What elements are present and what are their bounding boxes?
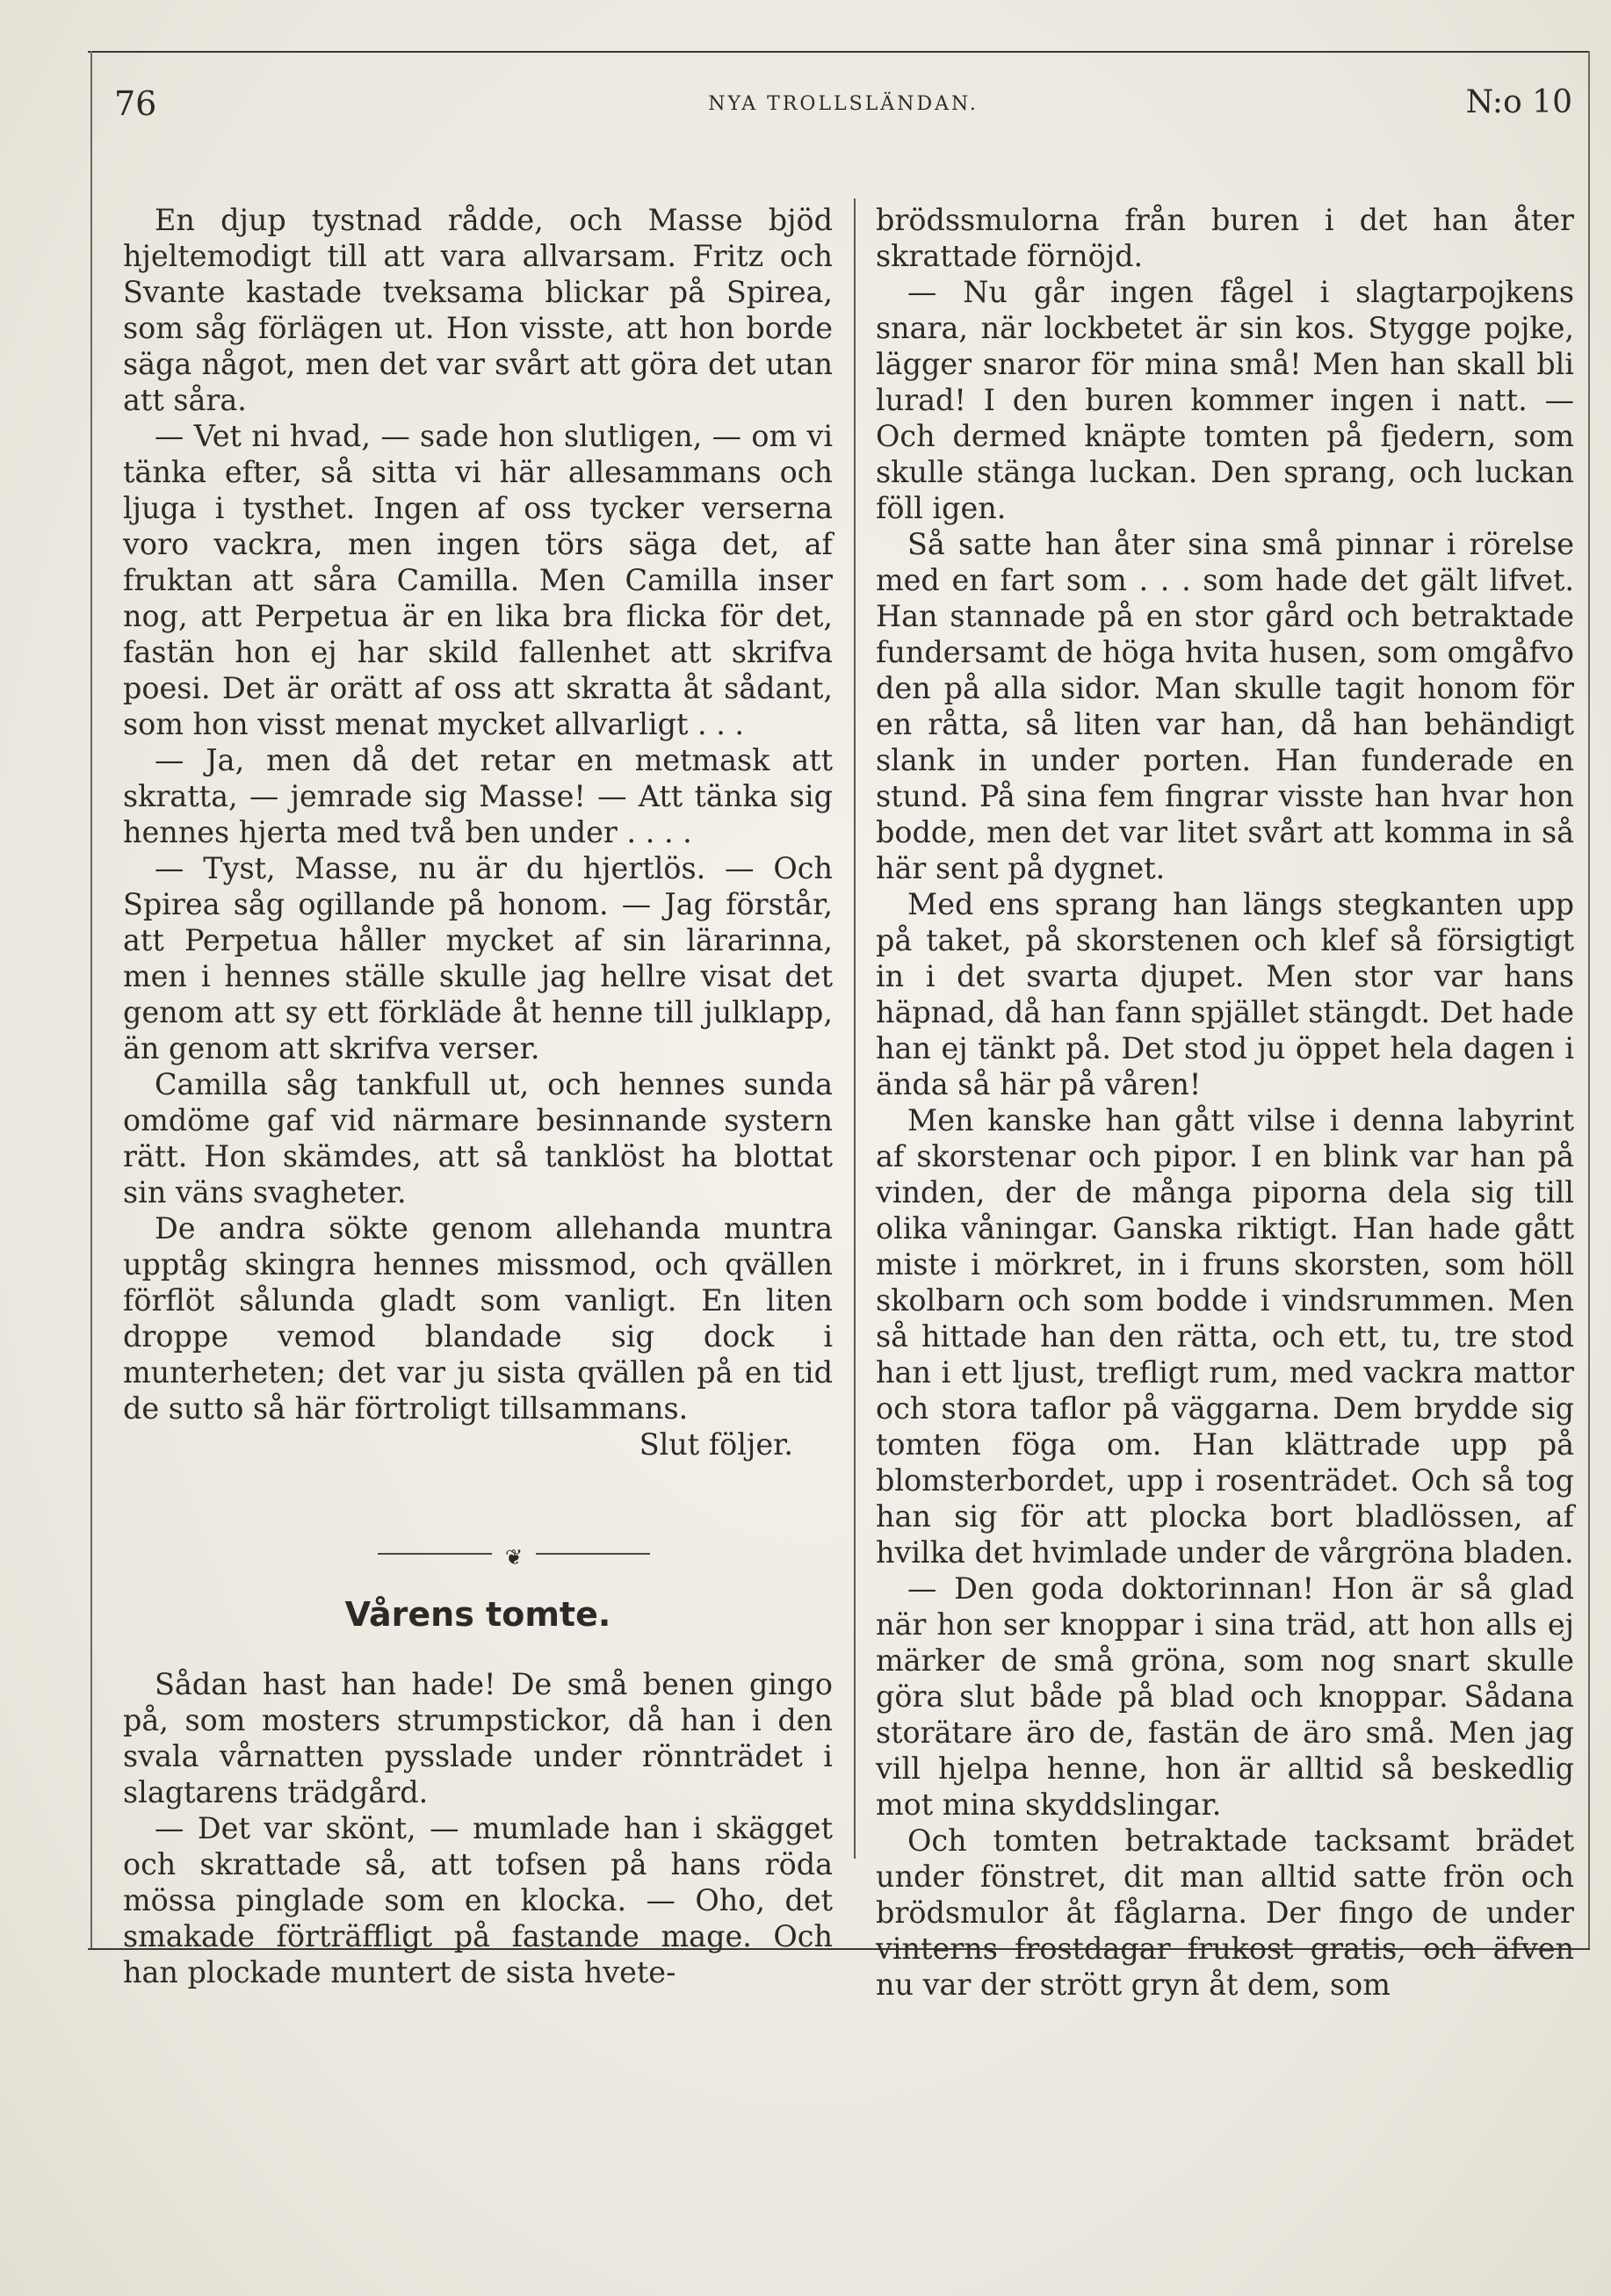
right-column [876, 202, 1574, 2002]
paragraph: — Nu går ingen fågel i slagtarpojkens snara, när lockbetet är sin kos. Stygge pojke, lägger snaror för mina små! Men han skall bli lurad! I den buren kommer ingen i natt. — Och dermed knäpte tomten på fjedern, som skulle stänga luckan. Den sprang, och luckan föll igen. [876, 275, 1574, 525]
continuation-note: Slut följer. [639, 1427, 793, 1462]
paragraph: — Vet ni hvad, — sade hon slutligen, — om vi tänka efter, så sitta vi här allesammans och ljuga i tysthet. Ingen af oss tycker verserna voro vackra, men ingen törs säga det, af fruktan att såra Camilla. Men Camilla inser nog, att Perpetua är en lika bra flicka för det, fastän hon ej har skild fallenhet att skrifva poesi. Det är orätt af oss att skratta åt sådant, som hon visst menat mycket allvarligt . . . [123, 419, 833, 741]
paragraph: Men kanske han gått vilse i denna labyrint af skorstenar och pipor. I en blink var han på vinden, der de många piporna dela sig till olika våningar. Ganska riktigt. Han hade gått miste i mörkret, in i fruns skorsten, som höll skolbarn och som bodde i vindsrummen. Men så hittade han den rätta, och ett, tu, tre stod han i ett ljust, trefligt rum, med vackra mattor och stora taflor på väggarna. Dem brydde sig tomten föga om. Han klättrade upp på blomsterbordet, upp i rosenträdet. Och så tog han sig för att plocka bort bladlössen, af hvilka det hvimlade under de vårgröna bladen. [876, 1103, 1574, 1570]
page-number: 76 [114, 84, 157, 123]
ornament-line-right [536, 1553, 650, 1555]
column-divider [854, 199, 856, 1859]
paragraph: En djup tystnad rådde, och Masse bjöd hjeltemodigt till att vara allvarsam. Fritz och Svante kastade tveksama blickar på Spirea, som såg förlägen ut. Hon visste, att hon borde säga något, men det var svårt att göra det utan att såra. [123, 203, 833, 417]
paragraph: Med ens sprang han längs stegkanten upp på taket, på skorstenen och klef så försigtigt in i det svarta djupet. Men stor var hans häpnad, då han fann spjället stängdt. Det hade han ej tänkt på. Det stod ju öppet hela dagen i ända så här på våren! [876, 887, 1574, 1101]
paragraph: — Det var skönt, — mumlade han i skägget och skrattade så, att tofsen på hans röda mössa pinglade som en klocka. — Oho, det smakade förträffligt på fastande mage. Och han plockade muntert de sista hvete- [123, 1811, 833, 1989]
running-title: NYA TROLLSLÄNDAN. [708, 93, 979, 115]
paragraph: — Ja, men då det retar en metmask att skratta, — jemrade sig Masse! — Att tänka sig hennes hjerta med två ben under . . . . [123, 743, 833, 849]
paragraph: Och tomten betraktade tacksamt brädet under fönstret, dit man alltid satte frön och brödsmulor åt fåglarna. Der fingo de under vinterns frostdagar frukost gratis, och äfven nu var der strött gryn åt dem, som [876, 1823, 1574, 2002]
ornament-line-left [378, 1553, 492, 1555]
issue-number: N:o 10 [1465, 84, 1572, 120]
fleuron-icon: ❦ [504, 1545, 524, 1570]
paragraph: De andra sökte genom allehanda muntra upptåg skingra hennes missmod, och qvällen förflöt sålunda gladt som vanligt. En liten droppe vemod blandade sig dock i munterheten; det var ju sista qvällen på en tid de sutto så här förtroligt tillsammans. [123, 1211, 833, 1426]
left-column [123, 202, 833, 1989]
paragraph: — Den goda doktorinnan! Hon är så glad när hon ser knoppar i sina träd, att hon alls ej märker de små gröna, som nog snart skulle göra slut både på blad och knoppar. Sådana storätare äro de, fastän de äro små. Men jag vill hjelpa henne, hon är alltid så beskedlig mot mina skyddslingar. [876, 1571, 1574, 1822]
paragraph: Camilla såg tankfull ut, och hennes sunda omdöme gaf vid närmare besinnande systern rätt. Hon skämdes, att så tanklöst ha blottat sin väns svagheter. [123, 1067, 833, 1209]
page-header [114, 84, 1572, 137]
section-title: Vårens tomte. [344, 1595, 611, 1634]
top-rule [88, 51, 1590, 53]
ornament [378, 1543, 650, 1570]
paragraph: Sådan hast han hade! De små benen gingo på, som mosters strumpstickor, då han i den svala vårnatten pysslade under rönnträdet i slagtarens trädgård. [123, 1667, 833, 1809]
paragraph-continuation: brödssmulorna från buren i det han åter skrattade förnöjd. [876, 203, 1574, 273]
paragraph: Så satte han åter sina små pinnar i rörelse med en fart som . . . som hade det gält lifvet. Han stannade på en stor gård och betraktade fundersamt de höga hvita husen, som omgåfvo den på alla sidor. Man skulle tagit honom för en råtta, så liten var han, då han behändigt slank in under porten. Han funderade en stund. På sina fem fingrar visste han hvar hon bodde, men det var litet svårt att komma in så här sent på dygnet. [876, 527, 1574, 885]
paragraph: — Tyst, Masse, nu är du hjertlös. — Och Spirea såg ogillande på honom. — Jag förstår, att Perpetua håller mycket af sin lärarinna, men i hennes ställe skulle jag hellre visat det genom att sy ett förkläde åt henne till julklapp, än genom att skrifva verser. [123, 851, 833, 1065]
ornament-divider [123, 1462, 833, 1594]
left-frame-rule [90, 51, 92, 1950]
right-frame-rule [1588, 51, 1590, 1950]
